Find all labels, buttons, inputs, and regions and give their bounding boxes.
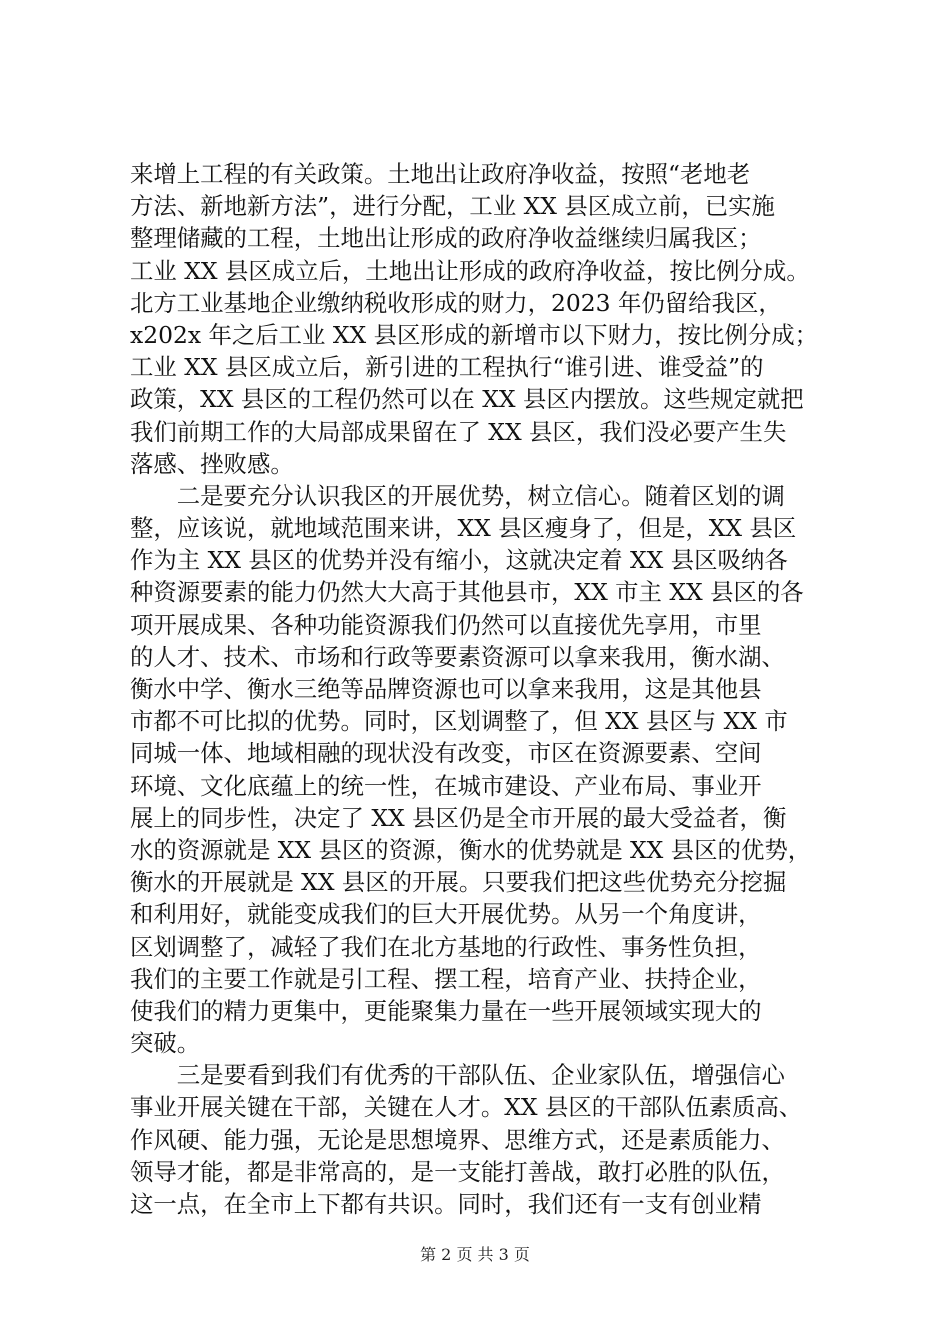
text-line: 突破。 bbox=[130, 1029, 201, 1058]
text-line: 我们前期工作的大局部成果留在了 XX 县区，我们没必要产生失 bbox=[130, 417, 787, 446]
text-line: 方法、新地新方法”，进行分配，工业 XX 县区成立前，已实施 bbox=[130, 192, 775, 221]
text-line: 作风硬、能力强，无论是思想境界、思维方式，还是素质能力、 bbox=[130, 1125, 785, 1154]
text-line: 作为主 XX 县区的优势并没有缩小，这就决定着 XX 县区吸纳各 bbox=[130, 546, 788, 575]
text-line: 整，应该说，就地域范围来讲，XX 县区瘦身了，但是，XX 县区 bbox=[130, 514, 797, 543]
text-line: 工业 XX 县区成立后，新引进的工程执行“谁引进、谁受益”的 bbox=[130, 353, 764, 382]
text-line: 衡水的开展就是 XX 县区的开展。只要我们把这些优势充分挖掘 bbox=[130, 868, 787, 897]
text-line: 衡水中学、衡水三绝等品牌资源也可以拿来我用，这是其他县 bbox=[130, 675, 762, 703]
text-line: 落感、挫败感。 bbox=[130, 449, 294, 478]
text-line: 使我们的精力更集中，更能聚集力量在一些开展领域实现大的 bbox=[130, 996, 762, 1025]
text-line: 整理储藏的工程，土地出让形成的政府净收益继续归属我区； bbox=[130, 224, 762, 253]
text-line: 项开展成果、各种功能资源我们仍然可以直接优先享用，市里 bbox=[130, 610, 762, 639]
text-line: 展上的同步性，决定了 XX 县区仍是全市开展的最大受益者，衡 bbox=[130, 803, 787, 832]
body-text bbox=[130, 158, 830, 1220]
text-line: 区划调整了，减轻了我们在北方基地的行政性、事务性负担， bbox=[130, 932, 762, 961]
text-line: 我们的主要工作就是引工程、摆工程，培育产业、扶持企业， bbox=[130, 964, 762, 993]
text-line: 来增上工程的有关政策。土地出让政府净收益，按照“老地老 bbox=[130, 160, 751, 188]
text-line: 北方工业基地企业缴纳税收形成的财力，2023 年仍留给我区， bbox=[130, 288, 782, 317]
text-line: 和利用好，就能变成我们的巨大开展优势。从另一个角度讲， bbox=[130, 900, 762, 929]
text-line: 事业开展关键在干部，关键在人才。XX 县区的干部队伍素质高、 bbox=[130, 1093, 803, 1122]
text-line: 领导才能，都是非常高的，是一支能打善战，敢打必胜的队伍， bbox=[130, 1157, 785, 1186]
text-line: 种资源要素的能力仍然大大高于其他县市，XX 市主 XX 县区的各 bbox=[130, 578, 804, 607]
text-line: 环境、文化底蕴上的统一性，在城市建设、产业布局、事业开 bbox=[130, 771, 762, 800]
page-footer bbox=[0, 1242, 950, 1265]
text-line: 政策，XX 县区的工程仍然可以在 XX 县区内摆放。这些规定就把 bbox=[130, 385, 804, 414]
text-line: x202x 年之后工业 XX 县区形成的新增市以下财力，按比例分成； bbox=[130, 320, 819, 349]
text-line: 二是要充分认识我区的开展优势，树立信心。随着区划的调 bbox=[130, 481, 785, 510]
page-number-label: 第 2 页 共 3 页 bbox=[420, 1245, 530, 1264]
text-line: 同城一体、地域相融的现状没有改变，市区在资源要素、空间 bbox=[130, 739, 762, 768]
text-line: 这一点，在全市上下都有共识。同时，我们还有一支有创业精 bbox=[130, 1190, 762, 1218]
text-line: 的人才、技术、市场和行政等要素资源可以拿来我用，衡水湖、 bbox=[130, 642, 785, 671]
text-line: 市都不可比拟的优势。同时，区划调整了，但 XX 县区与 XX 市 bbox=[130, 707, 788, 736]
text-line: 水的资源就是 XX 县区的资源，衡水的优势就是 XX 县区的优势， bbox=[130, 835, 812, 864]
text-line: 三是要看到我们有优秀的干部队伍、企业家队伍，增强信心 bbox=[130, 1061, 785, 1090]
text-line: 工业 XX 县区成立后，土地出让形成的政府净收益，按比例分成。 bbox=[130, 256, 810, 285]
